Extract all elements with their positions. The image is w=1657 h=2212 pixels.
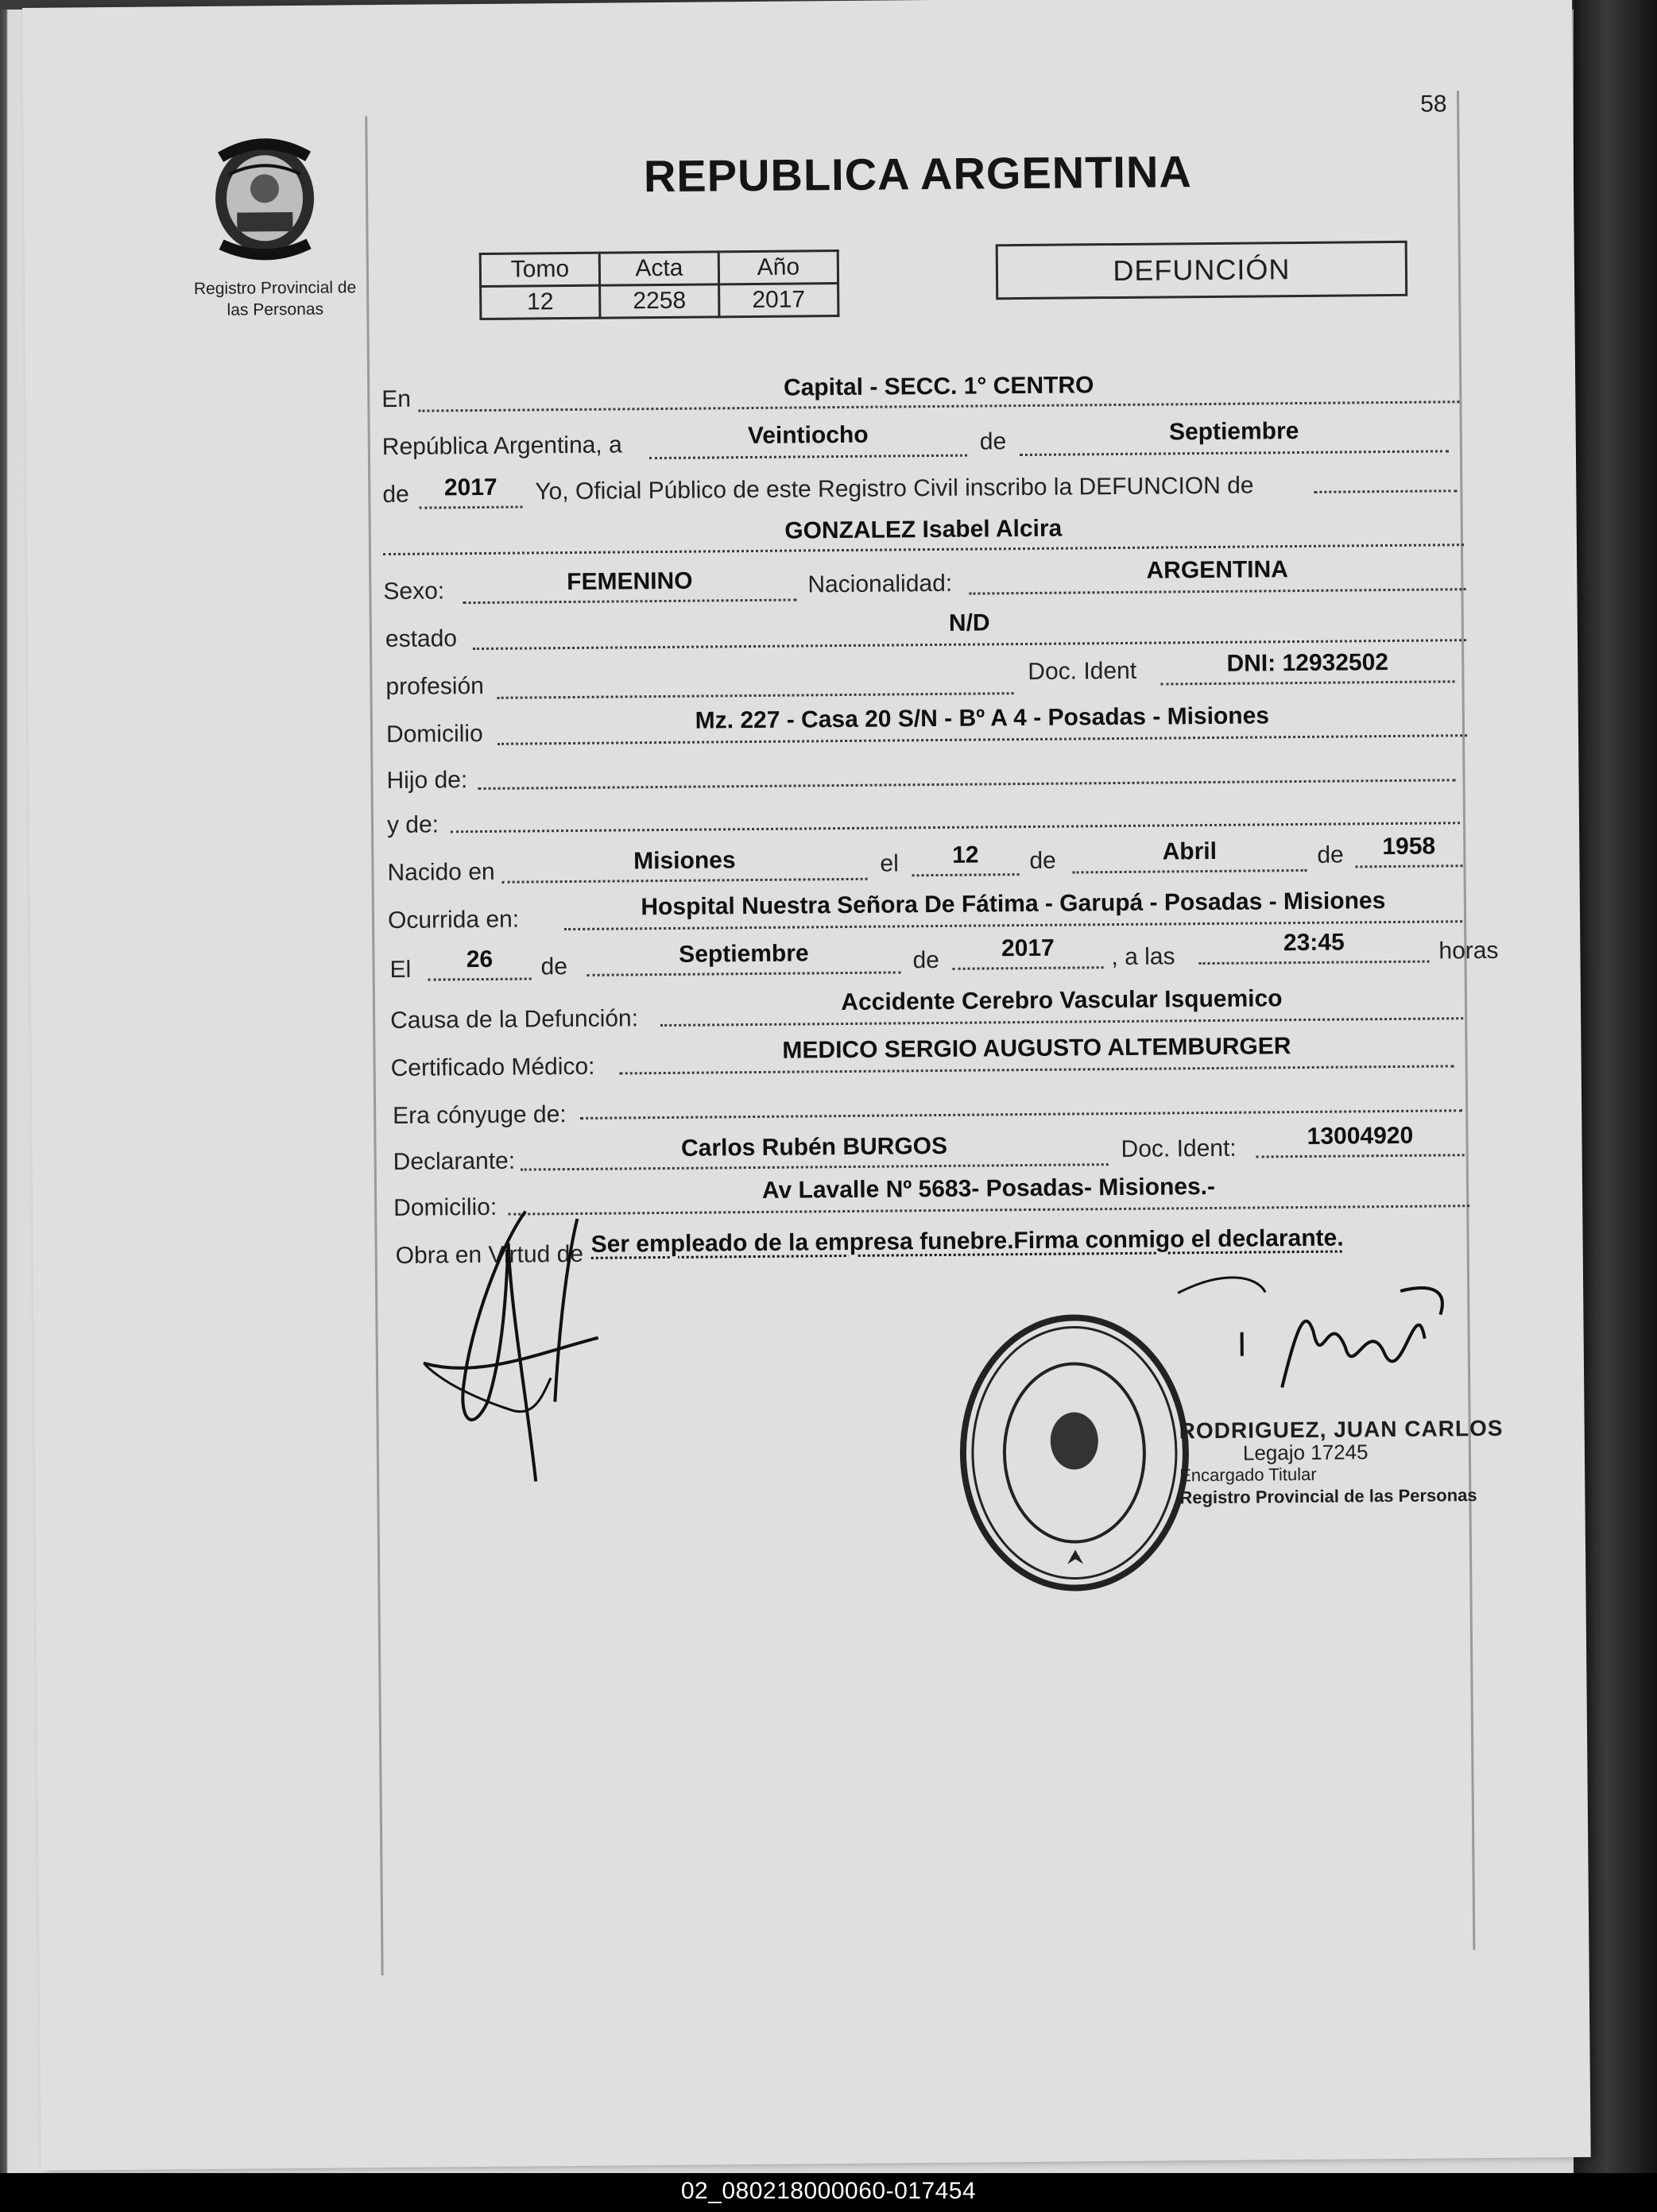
conyuge-dotted-line [580,1109,1462,1120]
def-mes-value: Septiembre [679,940,809,968]
declarante-label: Declarante: [393,1147,516,1175]
official-signature [1162,1259,1497,1405]
acta-header-acta: Acta [599,252,718,285]
hijo-de-dotted-line [478,779,1456,790]
nac-mes-value: Abril [1162,837,1218,865]
registro-line-1: Registro Provincial de [193,278,357,299]
nacionalidad-label: Nacionalidad: [807,570,953,598]
republica-label: República Argentina, a [381,431,622,461]
document-type-box: DEFUNCIÓN [996,241,1408,300]
declarante-dotted-line [521,1163,1109,1170]
decl-domicilio-value: Av Lavalle Nº 5683- Posadas- Misiones.- [761,1173,1216,1204]
causa-value: Accidente Cerebro Vascular Isquemico [841,985,1283,1016]
def-dia-value: 26 [466,946,494,973]
domicilio-dotted-line [497,734,1467,745]
estado-label: estado [385,625,458,653]
causa-dotted-line [660,1017,1463,1027]
official-org: Registro Provincial de las Personas [1179,1485,1477,1508]
estado-value: N/D [948,609,990,636]
de-label-5: de [540,953,568,980]
acta-value-row [481,284,838,319]
estado-dotted-line [473,639,1466,650]
def-dia-dotted-line [428,977,532,980]
nac-mes-dotted-line [1073,869,1307,874]
domicilio-label: Domicilio [385,720,483,748]
def-anio-value: 2017 [1001,934,1055,962]
doc-ident-dotted-line [1160,680,1454,685]
mes-value: Septiembre [1168,418,1299,446]
def-mes-dotted-line [587,971,901,976]
de-label-2: de [382,481,409,509]
acta-table [479,249,840,320]
nac-anio-value: 1958 [1382,833,1436,860]
obra-value: Ser empleado de la empresa funebre.Firma conmigo el declarante. [590,1224,1344,1258]
horas-label: horas [1438,937,1499,965]
registro-label [164,276,386,321]
nacido-dotted-line [502,878,868,884]
nac-dia-dotted-line [912,873,1020,876]
dia-dotted-line [649,454,967,459]
ocurrida-value: Hospital Nuestra Señora De Fátima - Garupá - Posadas - Misiones [641,888,1386,921]
el-label: el [880,850,899,877]
doc-ident-value: DNI: 12932502 [1226,649,1389,677]
certificado-dotted-line [620,1065,1454,1074]
official-block [1179,1417,1530,1510]
def-hora-value: 23:45 [1283,929,1345,957]
decl-domicilio-label: Domicilio: [393,1193,497,1221]
yo-dotted-line [1314,489,1457,493]
decl-doc-value: 13004920 [1307,1122,1414,1150]
misiones-coat-of-arms-icon [196,125,333,269]
obra-label: Obra en Virtud de [395,1240,584,1269]
domicilio-value: Mz. 227 - Casa 20 S/N - Bº A 4 - Posadas - Misiones [695,702,1270,734]
certificado-value: MEDICO SERGIO AUGUSTO ALTEMBURGER [782,1033,1291,1064]
registro-line-2: las Personas [226,300,324,319]
profesion-label: profesión [385,672,485,701]
registry-official-stamp-icon [954,1301,1194,1605]
nacido-value: Misiones [633,847,736,875]
declarante-value: Carlos Rubén BURGOS [680,1132,948,1162]
sexo-dotted-line [463,599,797,605]
ocurrida-label: Ocurrida en: [387,906,520,934]
certificado-label: Certificado Médico: [390,1053,595,1082]
def-anio-dotted-line [953,966,1104,970]
def-hora-dotted-line [1199,961,1430,965]
page-number: 58 [1419,91,1447,118]
causa-label: Causa de la Defunción: [389,1005,639,1034]
nombre-value: GONZALEZ Isabel Alcira [784,515,1063,544]
acta-value-anio: 2017 [719,284,838,317]
acta-value-acta: 2258 [600,284,719,318]
declarante-signature [414,1194,655,1499]
official-legajo: Legajo 17245 [1242,1440,1369,1465]
dia-value: Veintiocho [747,421,869,450]
certificate-page [22,0,1591,2171]
doc-ident-label: Doc. Ident [1028,657,1137,685]
en-value: Capital - SECC. 1° CENTRO [783,372,1094,401]
a-las-label: , a las [1111,943,1175,971]
el-label-2: El [389,956,412,984]
left-margin-rule [365,116,383,1975]
de-label-6: de [912,946,940,974]
anio-value: 2017 [443,474,497,501]
yo-oficial-text: Yo, Oficial Público de este Registro Civil inscribo la DEFUNCION de [535,472,1254,505]
de-label-4: de [1317,841,1344,868]
scan-footer-bar [0,2173,1657,2212]
document-title: REPUBLICA ARGENTINA [643,146,1193,202]
official-name: RODRIGUEZ, JUAN CARLOS [1179,1415,1504,1444]
nacionalidad-dotted-line [969,588,1465,594]
nacionalidad-value: ARGENTINA [1146,556,1289,584]
acta-header-row [480,251,838,287]
decl-doc-dotted-line [1256,1154,1465,1158]
nac-anio-dotted-line [1355,864,1462,868]
anio-dotted-line [419,506,522,509]
scan-code: 02_080218000060-017454 [680,2178,977,2204]
sexo-value: FEMENINO [567,567,693,596]
de-label-1: de [979,428,1007,455]
hijo-de-label: Hijo de: [386,767,468,795]
acta-value-tomo: 12 [481,285,600,319]
y-de-label: y de: [386,811,439,839]
mes-dotted-line [1020,450,1449,456]
right-margin-rule [1457,91,1475,1950]
decl-doc-label: Doc. Ident: [1121,1135,1237,1162]
official-cargo: Encargado Titular [1179,1464,1317,1486]
nacido-label: Nacido en [387,858,495,887]
de-label-3: de [1029,847,1056,874]
nac-dia-value: 12 [952,841,979,868]
profesion-dotted-line [497,692,1014,699]
acta-header-anio: Año [718,251,838,284]
sexo-label: Sexo: [383,578,445,605]
conyuge-label: Era cónyuge de: [393,1101,567,1129]
en-label: En [381,385,412,413]
y-de-dotted-line [451,822,1460,833]
acta-header-tomo: Tomo [480,253,599,286]
